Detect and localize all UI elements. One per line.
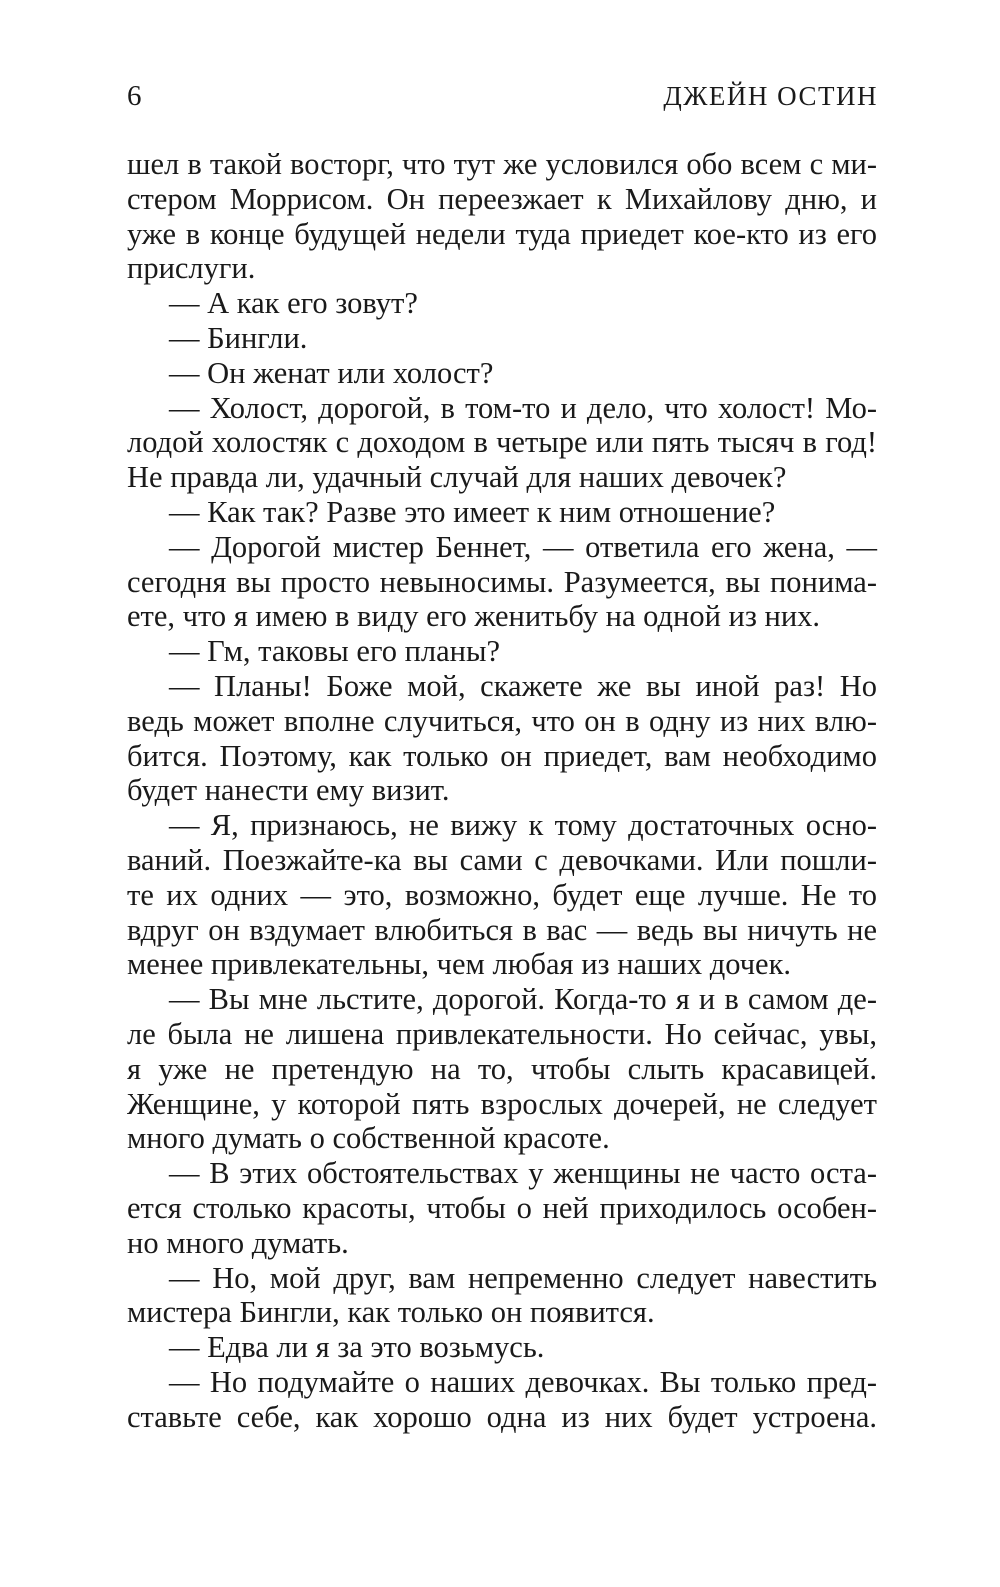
text-line: Женщине, у которой пять взрослых дочерей, не следует — [127, 1086, 877, 1121]
dialogue-line: — Как так? Разве это имеет к ним отношение? — [169, 494, 776, 529]
text-line: лодой холостяк с доходом в четыре или пять тысяч в год! — [127, 425, 877, 460]
dialogue-line: — В этих обстоятельствах у женщины не часто оста- — [169, 1156, 877, 1191]
text-line: ле была не лишена привлекательности. Но сейчас, увы, — [127, 1016, 877, 1051]
page-number: 6 — [127, 80, 142, 112]
dialogue-line: — Я, признаюсь, не вижу к тому достаточных осно- — [169, 808, 877, 843]
text-line: я уже не претендую на то, чтобы слыть красавицей. — [127, 1051, 877, 1086]
dialogue-line: — Вы мне льстите, дорогой. Когда-то я и в самом де- — [169, 982, 877, 1017]
text-line: прислуги. — [127, 251, 256, 286]
dialogue-line: — Бингли. — [169, 320, 308, 355]
body-text — [127, 147, 877, 1434]
text-line: менее привлекательны, чем любая из наших дочек. — [127, 947, 792, 982]
dialogue-line: — Но подумайте о наших девочках. Вы только пред- — [169, 1364, 877, 1399]
dialogue-line: — Холост, дорогой, в том-то и дело, что холост! Мо- — [169, 390, 877, 425]
text-line: сегодня вы просто невыносимы. Разумеется, вы понима- — [127, 564, 877, 599]
text-line: но много думать. — [127, 1225, 349, 1260]
text-line: бится. Поэтому, как только он приедет, вам необходимо — [127, 738, 877, 773]
text-line: стером Моррисом. Он переезжает к Михайлову дню, и — [127, 181, 877, 216]
text-line: ставьте себе, как хорошо одна из них будет устроена. — [127, 1399, 877, 1434]
text-line: уже в конце будущей недели туда приедет кое-кто из его — [127, 216, 877, 251]
text-line: шел в такой восторг, что тут же условился обо всем с ми- — [127, 147, 877, 181]
dialogue-line: — Дорогой мистер Беннет, — ответила его жена, — — [169, 529, 877, 564]
running-head-author: ДЖЕЙН ОСТИН — [663, 81, 878, 111]
text-line: ете, что я имею в виду его женитьбу на одной из них. — [127, 599, 821, 634]
text-line: мистера Бингли, как только он появится. — [127, 1295, 655, 1330]
text-line: ведь может вполне случиться, что он в одну из них влю- — [127, 703, 877, 738]
text-line: вдруг он вздумает влюбиться в вас — ведь вы ничуть не — [127, 912, 877, 947]
dialogue-line: — Гм, таковы его планы? — [169, 634, 501, 669]
text-line: Не правда ли, удачный случай для наших девочек? — [127, 460, 787, 495]
text-line: ется столько красоты, чтобы о ней приходилось особен- — [127, 1190, 877, 1225]
dialogue-line: — Он женат или холост? — [169, 355, 494, 390]
dialogue-line: — Но, мой друг, вам непременно следует навестить — [169, 1260, 877, 1295]
text-line: те их одних — это, возможно, будет еще лучше. Не то — [127, 877, 877, 912]
text-line: будет нанести ему визит. — [127, 773, 450, 808]
dialogue-line: — Планы! Боже мой, скажете же вы иной раз! Но — [169, 668, 877, 703]
dialogue-line: — А как его зовут? — [169, 286, 418, 321]
text-line: много думать о собственной красоте. — [127, 1121, 610, 1156]
text-line: ваний. Поезжайте-ка вы сами с девочками. Или пошли- — [127, 842, 877, 877]
page-header — [127, 76, 878, 116]
dialogue-line: — Едва ли я за это возьмусь. — [169, 1330, 545, 1365]
